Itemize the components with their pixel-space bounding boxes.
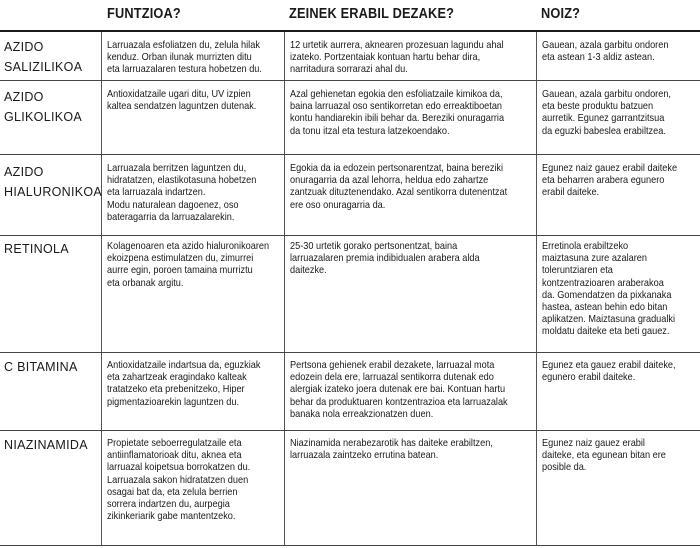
function-cell: Larruazala berritzen laguntzen du, hidratatzen, elastikotasuna hobetzen eta larruazala indartzen. Modu naturalean dagoenez, oso bateragarria da larruazalarekin. — [107, 163, 257, 223]
function-cell: Larruazala esfoliatzen du, zelula hilak kenduz. Orban ilunak murrizten ditu eta larruazalaren testura hobetzen du. — [107, 40, 262, 76]
when-cell: Egunez naiz gauez erabil daiteke eta beharren arabera egunero erabil daiteke. — [542, 163, 678, 199]
ingredient-name: RETINOLA — [4, 242, 69, 256]
header-divider — [0, 30, 700, 32]
header-who: ZEINEK ERABIL DEZAKE? — [289, 6, 455, 22]
function-cell: Antioxidatzaile indartsua da, eguzkiak eta zahartzeak eragindako kalteak tratatzeko eta prebenitzeko, Hiper pigmentazioarekin laguntzen du. — [107, 360, 261, 408]
who-cell: Azal gehienetan egokia den esfoliatzaile kimikoa da, baina larruazal oso sentikorretan edo erreaktiboetan kontu handiarekin ibili behar da. Bereziki onuragarria da tonu itzal eta testura latzekoendako. — [290, 89, 505, 137]
column-divider-2 — [284, 32, 285, 545]
header-function: FUNTZIOA? — [107, 6, 181, 22]
table-bottom-border — [0, 545, 700, 546]
who-cell: Niazinamida nerabezarotik has daiteke erabiltzen, larruazala zaintzeko errutina batean. — [290, 438, 493, 462]
ingredient-name: AZIDO HIALURONIKOA — [4, 165, 103, 199]
ingredient-name: NIAZINAMIDA — [4, 438, 88, 452]
row-divider — [0, 235, 700, 236]
function-cell: Propietate seboerregulatzaile eta antiinflamatorioak ditu, aknea eta larruazal koipetsua borrokatzen du. Larruazala sakon hidratatzen duen osagai bat da, eta zelula berrien sorrera indartzen du, aurpegia zikinkeriarik gabe mantentzeko. — [107, 438, 251, 523]
when-cell: Gauean, azala garbitu ondoren, eta beste produktu batzuen aurretik. Egunez garrantzitsua da eguzki babeslea erabiltzea. — [542, 89, 671, 137]
column-divider-1 — [101, 32, 102, 545]
row-divider — [0, 430, 700, 431]
who-cell: 25-30 urtetik gorako pertsonentzat, baina larruazalaren premia indibidualen arabera alda daitezke. — [290, 241, 480, 277]
row-divider — [0, 352, 700, 353]
when-cell: Erretinola erabiltzeko maiztasuna zure azalaren toleruntziaren eta kontzentrazioaren araberakoa da. Gomendatzen da pixkanaka hastea, astean behin edo bitan aplikatzen. Maiztasuna gradualki moldatu daiteke eta beti gauez. — [542, 241, 676, 338]
row-divider — [0, 80, 700, 81]
function-cell: Kolagenoaren eta azido hialuronikoaren ekoizpena estimulatzen du, zimurrei aurre egin, poroen tamaina murriztu eta orbanak argitu. — [107, 241, 270, 289]
who-cell: Egokia da ia edozein pertsonarentzat, baina bereziki onuragarria da azal lehorra, heldua edo zahartze zantzuak dituztenendako. Azal sentikorra dutenentzat ere oso onuragarria da. — [290, 163, 508, 211]
ingredient-name: AZIDO SALIZILIKOA — [4, 40, 83, 74]
ingredient-name: C BITAMINA — [4, 360, 78, 374]
who-cell: 12 urtetik aurrera, aknearen prozesuan lagundu ahal izateko. Portzentaiak kontuan hartu behar dira, narritadura sorrarazi ahal du. — [290, 40, 504, 76]
row-divider — [0, 154, 700, 155]
ingredient-name: AZIDO GLIKOLIKOA — [4, 90, 83, 124]
function-cell: Antioxidatzaile ugari ditu, UV izpien kaltea sendatzen laguntzen dutenak. — [107, 89, 257, 113]
header-when: NOIZ? — [541, 6, 581, 22]
when-cell: Egunez naiz gauez erabil daiteke, eta egunean bitan ere posible da. — [542, 438, 666, 474]
who-cell: Pertsona gehienek erabil dezakete, larruazal mota edozein dela ere, larruazal sentikorra dutenak edo alergiak izateko joera dutenak ere bai. Kontuan hartu behar da produktuaren kontzentrazioa eta larruazalak banaka nola erreakzionatzen duen. — [290, 360, 508, 420]
when-cell: Egunez eta gauez erabil daiteke, egunero erabil daiteke. — [542, 360, 676, 384]
when-cell: Gauean, azala garbitu ondoren eta astean 1-3 aldiz astean. — [542, 40, 669, 64]
